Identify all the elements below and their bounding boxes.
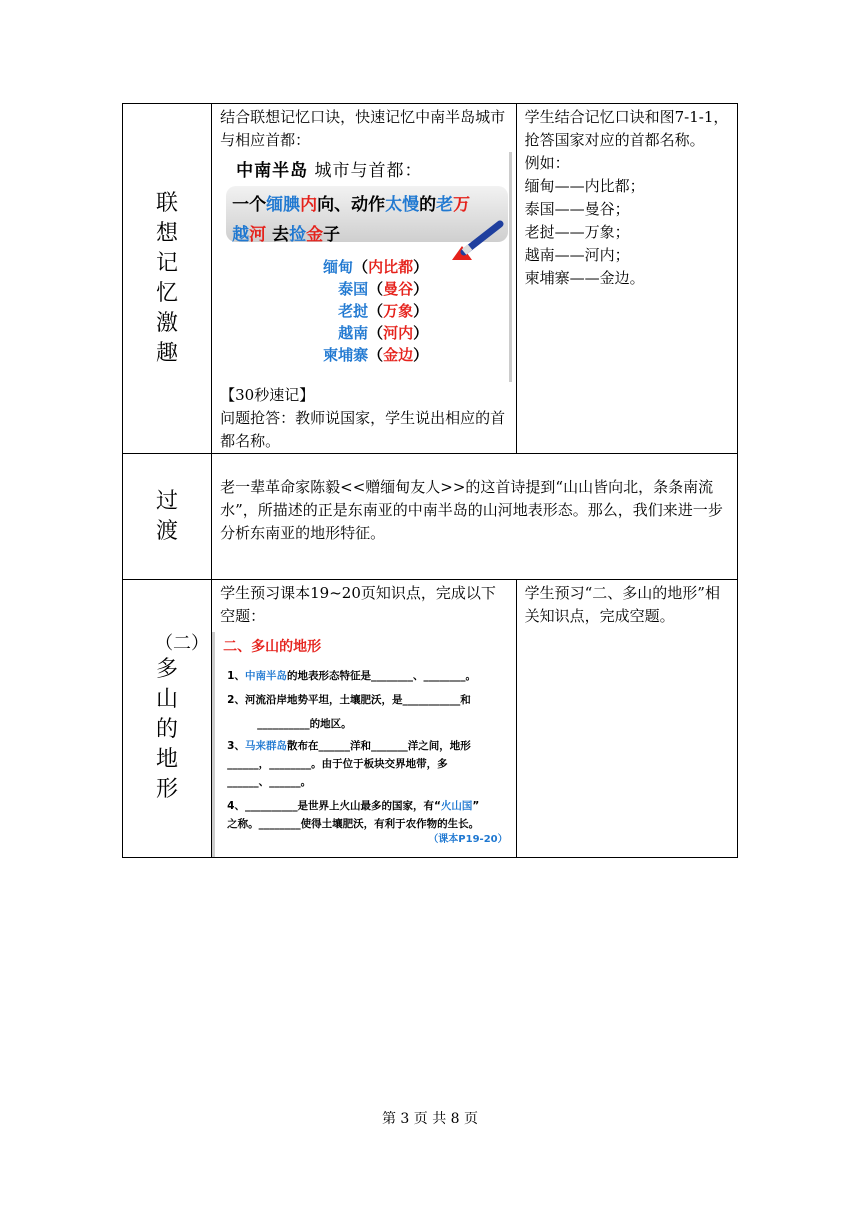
stage-cell bbox=[123, 580, 212, 858]
mnemonic-line-1: 一个缅腆内向、动作太慢的老万 bbox=[232, 195, 471, 215]
exercise-line: ______，________。由于位于板块交界地带，多 bbox=[227, 758, 448, 770]
student-text: 学生预习“二、多山的地形”相关知识点，完成空题。 bbox=[524, 584, 720, 625]
student-text: 缅甸——内比都； bbox=[524, 177, 645, 195]
mnemonic-card bbox=[218, 152, 511, 382]
capital-pair: 越南（河内） bbox=[338, 324, 429, 342]
capital-pair: 泰国（曼谷） bbox=[338, 280, 429, 298]
table-row bbox=[123, 454, 738, 580]
capital-list bbox=[318, 256, 428, 366]
exercise-line: 2、河流沿岸地势平坦，土壤肥沃，是___________和 bbox=[227, 694, 471, 706]
exercise-line: __________的地区。 bbox=[257, 718, 352, 730]
student-text: 越南——河内； bbox=[524, 246, 630, 264]
transition-text: 老一辈革命家陈毅<<赠缅甸友人>>的这首诗提到“山山皆向北，条条南流水”，所描述的正是东南亚的中南半岛的山河地表形态。那么，我们来进一步分析东南亚的地形特征。 bbox=[220, 478, 723, 542]
student-text: 学生结合记忆口诀和图7-1-1，抢答国家对应的首都名称。 bbox=[524, 108, 729, 149]
teacher-intro: 结合联想记忆口诀，快速记忆中南半岛城市与相应首都： bbox=[220, 108, 506, 149]
exercise-card bbox=[212, 632, 513, 857]
teacher-activity-cell bbox=[212, 104, 516, 454]
textbook-reference: （课本P19-20） bbox=[428, 834, 508, 845]
exercise-line: 4、__________是世界上火山最多的国家，有“火山国” bbox=[227, 800, 480, 812]
student-activity-cell bbox=[516, 104, 737, 454]
mnemonic-line-2: 越河 去捡金子 bbox=[232, 225, 341, 245]
mnemonic-heading: 中南半岛 城市与首都： bbox=[236, 161, 423, 181]
student-text: 泰国——曼谷； bbox=[524, 200, 630, 218]
teacher-activity-cell bbox=[212, 580, 516, 858]
exercise-line: 1、中南半岛的地表形态特征是________、________。 bbox=[227, 670, 476, 682]
exercise-line: 之称。________使得土壤肥沃，有利于农作物的生长。 bbox=[227, 818, 480, 830]
speed-memo-label: 【30秒速记】 bbox=[220, 386, 315, 404]
capital-pair: 柬埔寨（金边） bbox=[323, 346, 429, 364]
page-footer: 第 3 页 共 8 页 bbox=[381, 1111, 479, 1127]
quiz-instruction: 问题抢答：教师说国家，学生说出相应的首都名称。 bbox=[220, 409, 506, 450]
table-row bbox=[123, 580, 738, 858]
stage-cell bbox=[123, 454, 212, 580]
teacher-intro: 学生预习课本19~20页知识点，完成以下空题： bbox=[220, 584, 496, 625]
stage-cell bbox=[123, 104, 212, 454]
exercise-line: ______、______。 bbox=[227, 776, 312, 788]
pen-icon bbox=[450, 218, 506, 264]
student-activity-cell bbox=[516, 580, 737, 858]
transition-cell bbox=[212, 454, 738, 580]
exercise-line: 3、马来群岛散布在______洋和_______洋之间，地形 bbox=[227, 740, 471, 752]
student-text: 例如： bbox=[524, 154, 570, 172]
exercise-title: 二、多山的地形 bbox=[223, 639, 322, 655]
capital-pair: 缅甸（内比都） bbox=[323, 258, 429, 276]
stage-label: 联想记忆激趣 bbox=[156, 190, 179, 366]
student-text: 老挝——万象； bbox=[524, 223, 630, 241]
table-row bbox=[123, 104, 738, 454]
capital-pair: 老挝（万象） bbox=[338, 302, 429, 320]
lesson-plan-table bbox=[122, 103, 738, 858]
stage-label: 过渡 bbox=[156, 488, 179, 544]
student-text: 柬埔寨——金边。 bbox=[524, 269, 645, 287]
stage-label: （二） 多山的地形 bbox=[155, 632, 210, 802]
